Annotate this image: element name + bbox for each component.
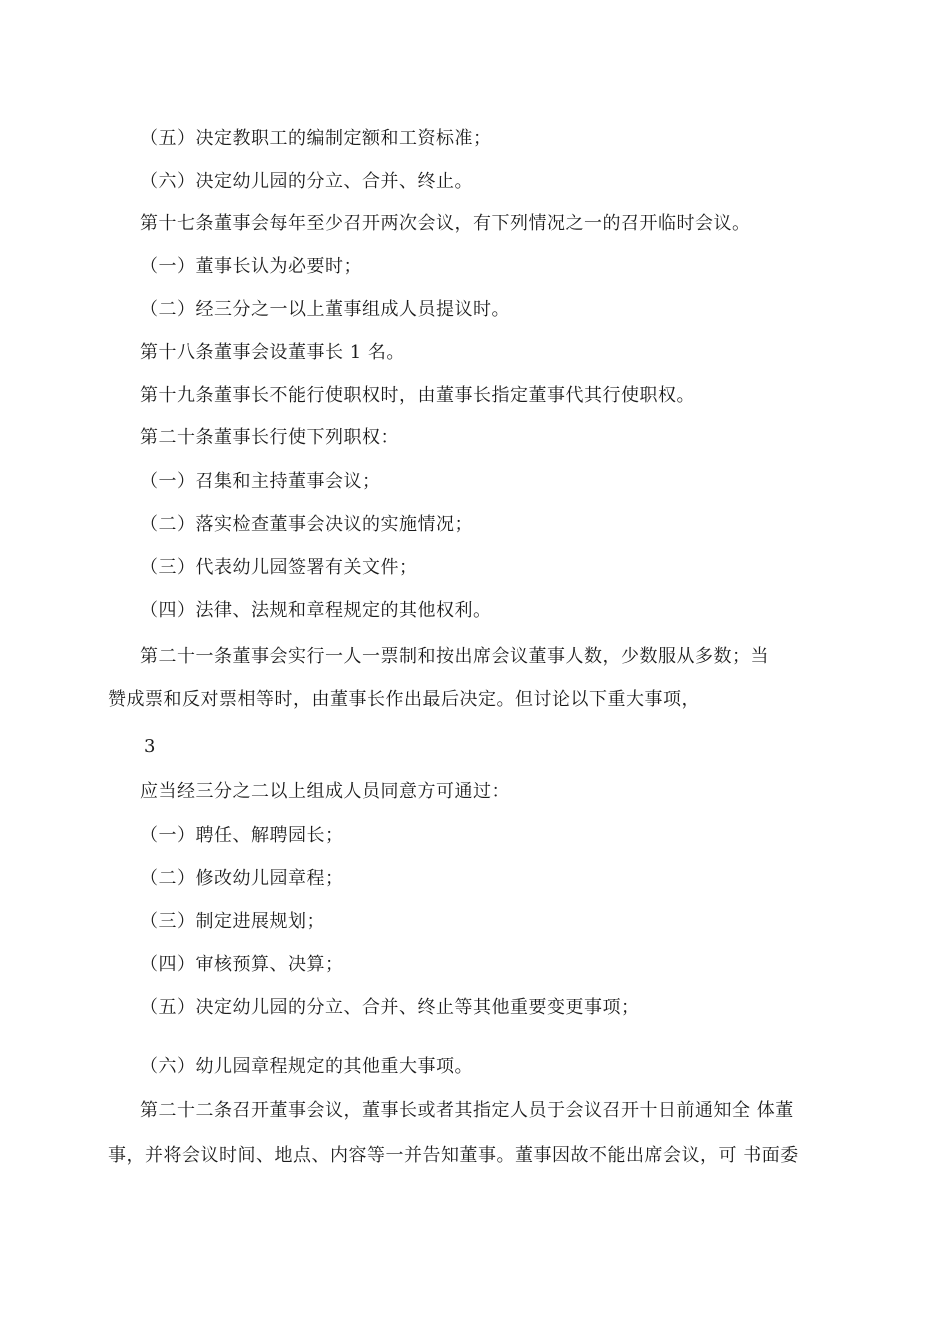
text-line: 第十八条董事会设董事长 1 名。	[140, 342, 405, 363]
text-line: （四）法律、法规和章程规定的其他权利。	[140, 600, 492, 621]
text-line: （四）审核预算、决算；	[140, 954, 344, 975]
text-line: （六）决定幼儿园的分立、合并、终止。	[140, 171, 473, 192]
text-line: 应当经三分之二以上组成人员同意方可通过：	[140, 781, 510, 802]
text-line: （一）聘任、解聘园长；	[140, 825, 344, 846]
page-number: 3	[144, 736, 156, 757]
text-line: （二）落实检查董事会决议的实施情况；	[140, 514, 473, 535]
text-line: （三）代表幼儿园签署有关文件；	[140, 557, 418, 578]
text-line: （五）决定幼儿园的分立、合并、终止等其他重要变更事项；	[140, 997, 640, 1018]
text-line: 第二十一条董事会实行一人一票制和按出席会议董事人数，少数服从多数；当	[140, 646, 769, 667]
text-line: 第十七条董事会每年至少召开两次会议，有下列情况之一的召开临时会议。	[140, 213, 751, 234]
text-line: （三）制定进展规划；	[140, 911, 325, 932]
text-line: （五）决定教职工的编制定额和工资标准；	[140, 128, 492, 149]
text-line: 事，并将会议时间、地点、内容等一并告知董事。董事因故不能出席会议，可 书面委	[108, 1145, 799, 1166]
text-line: （一）召集和主持董事会议；	[140, 471, 381, 492]
text-line: 第二十条董事长行使下列职权：	[140, 427, 399, 448]
text-line: 赞成票和反对票相等时，由董事长作出最后决定。但讨论以下重大事项，	[108, 689, 700, 710]
text-line: （一）董事长认为必要时；	[140, 256, 362, 277]
text-line: 第十九条董事长不能行使职权时，由董事长指定董事代其行使职权。	[140, 385, 695, 406]
text-line: 第二十二条召开董事会议，董事长或者其指定人员于会议召开十日前通知全 体董	[140, 1100, 794, 1121]
text-line: （二）经三分之一以上董事组成人员提议时。	[140, 299, 510, 320]
text-line: （六）幼儿园章程规定的其他重大事项。	[140, 1056, 473, 1077]
text-line: （二）修改幼儿园章程；	[140, 868, 344, 889]
